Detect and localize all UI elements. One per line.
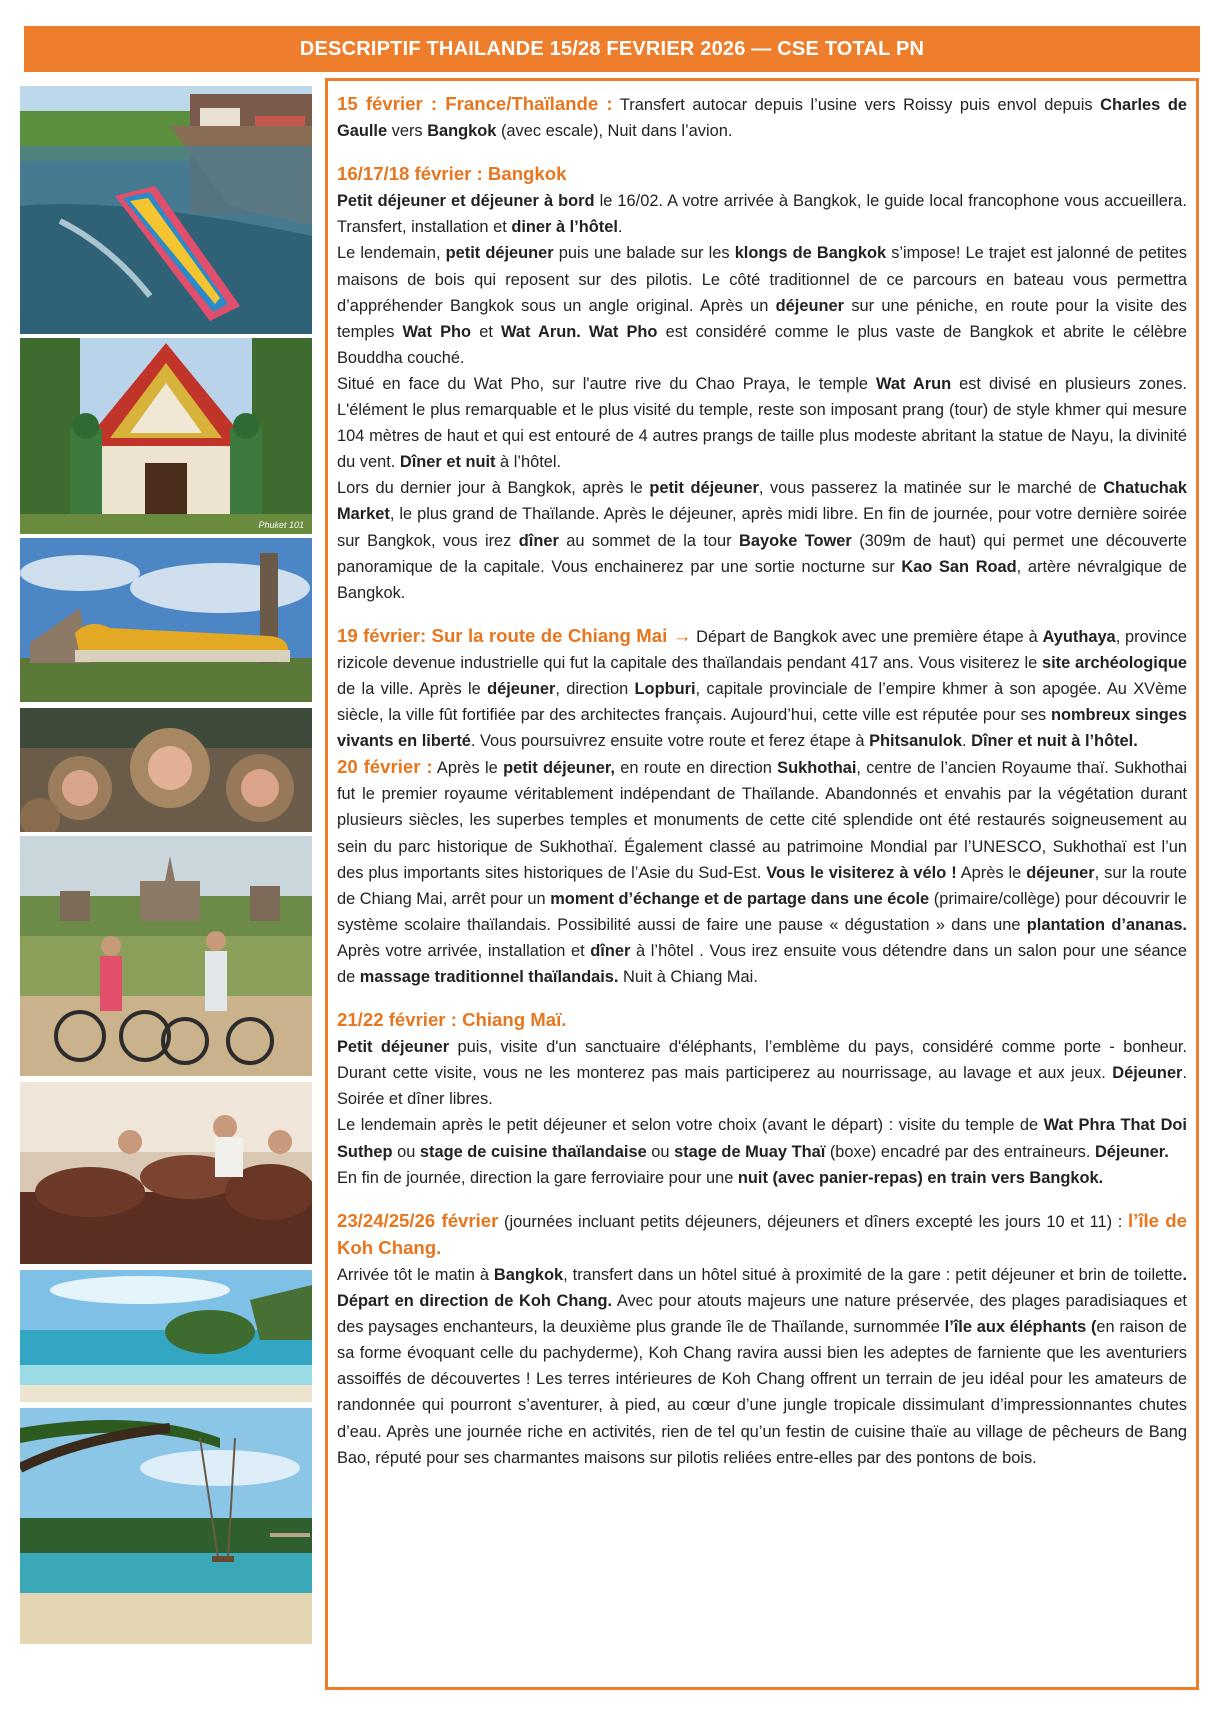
day-21-paragraph-3: En fin de journée, direction la gare ferroviaire pour une nuit (avec panier-repas) en train vers Bangkok.: [337, 1168, 1104, 1187]
day-15-heading: 15 février : France/Thaïlande :: [337, 93, 613, 114]
day-23-paragraph: Arrivée tôt le matin à Bangkok, transfert dans un hôtel situé à proximité de la gare : petit déjeuner et brin de toilette. Départ en direction de Koh Chang. Avec pour atouts majeurs une nature préservée, des plages paradisiaques et des paysages enchanteurs, la deuxième plus grande île de Thaïlande, surnommée l’île aux éléphants (en raison de sa forme évoquant celle du pachyderme), Koh Chang ravira aussi bien les adeptes de farniente que les aventuriers assoiffés de découvertes ! Les terres intérieures de Koh Chang offrent un terrain de jeu idéal pour les amateurs de randonnée qui pourront s’aventurer, à pied, au cœur d’une jungle tropicale dissimulant d’impressionnantes chutes d’eau. Après une journée riche en activités, rien de tel qu’un festin de cuisine thaïe au village de pêcheurs de Bang Bao, réputé pour ses charmantes maisons sur pilotis reliées entre-elles par des pontons de bois.: [337, 1265, 1187, 1467]
page-title: DESCRIPTIF THAILANDE 15/28 FEVRIER 2026 — CSE TOTAL PN: [299, 37, 925, 60]
sukhothai-cyclists-photo: [20, 836, 312, 1076]
day-15-paragraph: 15 février : France/Thaïlande : Transfert autocar depuis l’usine vers Roissy puis envol depuis Charles de Gaulle vers Bangkok (avec escale), Nuit dans l’avion.: [337, 93, 1187, 141]
lopburi-monkeys-photo: [20, 708, 312, 832]
day-16-paragraph-1: Petit déjeuner et déjeuner à bord le 16/02. A votre arrivée à Bangkok, le guide local francophone vous accueillera. Transfert, installation et diner à l’hôtel.: [337, 192, 1187, 237]
day-20-paragraph: 20 février : Après le petit déjeuner, en route en direction Sukhothai, centre de l’ancien Royaume thaï. Sukhothai fut le premier royaume véritablement indépendant de Thaïlande. Abandonnés et envahis par la végétation durant plusieurs siècles, les superbes temples et monuments de cette cité splendide ont été restaurés soigneusement au sein du parc historique de Sukhothaï. Également classé au patrimoine Mondial par l’UNESCO, Sukhothaï est l’un des plus importants sites historiques de l’Asie du Sud-Est. Vous le visiterez à vélo ! Après le déjeuner, sur la route de Chiang Mai, arrêt pour un moment d’échange et de partage dans une école (primaire/collège) pour découvrir le système scolaire thaïlandais. Possibilité aussi de faire une pause « dégustation » dans une plantation d’ananas. Après votre arrivée, installation et dîner à l’hôtel . Vous irez ensuite vous détendre dans un salon pour une séance de massage traditionnel thaïlandais. Nuit à Chiang Mai.: [337, 756, 1188, 986]
day-21-paragraph-1: Petit déjeuner puis, visite d'un sanctuaire d'éléphants, l’emblème du pays, considéré comme porte - bonheur. Durant cette visite, vous ne les monterez pas mais participerez au nourrissage, au lavage et aux jeux. Déjeuner. Soirée et dîner libres.: [337, 1038, 1187, 1109]
photo-credit: Phuket 101: [258, 520, 304, 530]
day-16-heading: 16/17/18 février : Bangkok: [337, 163, 567, 185]
day-23-heading-paragraph: 23/24/25/26 février (journées incluant petits déjeuners, déjeuners et dîners excepté les jours 10 et 11) : l’île de Koh Chang.: [337, 1209, 1188, 1258]
page-title-banner: [24, 26, 1200, 72]
wat-arun-temple-guardians-photo: [20, 338, 312, 534]
day-19-heading: 19 février: Sur la route de Chiang Mai →: [337, 624, 692, 646]
ayutthaya-reclining-buddha-photo: [20, 538, 312, 702]
day-20-heading: 20 février :: [337, 756, 433, 778]
day-16-paragraph-4: Lors du dernier jour à Bangkok, après le petit déjeuner, vous passerez la matinée sur le marché de Chatuchak Market, le plus grand de Thaïlande. Après le déjeuner, après midi libre. En fin de journée, pour votre dernière soirée sur Bangkok, vous irez dîner au sommet de la tour Bayoke Tower (309m de haut) qui permet une découverte panoramique de la capitale. Vous enchainerez par une sortie nocturne sur Kao San Road, artère névralgique de Bangkok.: [337, 479, 1188, 602]
day-21-heading: 21/22 février : Chiang Maï.: [337, 1009, 567, 1031]
koh-chang-palm-swing-beach-photo: [20, 1408, 312, 1644]
bangkok-canal-longtail-boat-photo: [20, 86, 312, 334]
thai-massage-class-photo: [20, 1082, 312, 1264]
day-16-paragraph-3: Situé en face du Wat Pho, sur l'autre rive du Chao Praya, le temple Wat Arun est divisé en plusieurs zones. L'élément le plus remarquable et le plus visité du temple, reste son imposant prang (tour) de style khmer qui mesure 104 mètres de haut et qui est entouré de 4 autres prangs de taille plus modeste abritant la statue de Nayu, la divinité du vent. Dîner et nuit à l’hôtel.: [337, 374, 1187, 472]
itinerary-box: [325, 78, 1199, 1690]
day-23-heading: 23/24/25/26 février: [337, 1209, 499, 1231]
day-23-subheading: l’île de Koh Chang.: [337, 1209, 1188, 1258]
koh-chang-beach-islet-photo: [20, 1270, 312, 1402]
day-21-paragraph-2: Le lendemain après le petit déjeuner et selon votre choix (avant le départ) : visite du temple de Wat Phra That Doi Suthep ou stage de cuisine thaïlandaise ou stage de Muay Thaï (boxe) encadré par des entraineurs. Déjeuner.: [337, 1116, 1187, 1161]
day-19-paragraph: 19 février: Sur la route de Chiang Mai → Départ de Bangkok avec une première étape à Ayuthaya, province rizicole devenue industrielle qui fut la capitale des thaïlandais pendant 417 ans. Vous visiterez le site archéologique de la ville. Après le déjeuner, direction Lopburi, capitale provinciale de l’empire khmer à son apogée. Au XVème siècle, la ville fût fortifiée par des architectes français. Aujourd’hui, cette ville est réputée pour ses nombreux singes vivants en liberté. Vous poursuivrez ensuite votre route et ferez étape à Phitsanulok. Dîner et nuit à l’hôtel.: [337, 624, 1187, 751]
day-16-paragraph-2: Le lendemain, petit déjeuner puis une balade sur les klongs de Bangkok s’impose! Le trajet est jalonné de petites maisons de bois qui reposent sur des pilotis. Le côté traditionnel de ce parcours en bateau vous permettra d’appréhender Bangkok sous un angle original. Après un déjeuner sur une péniche, en route pour la visite des temples Wat Pho et Wat Arun. Wat Pho est considéré comme le plus vaste de Bangkok et abrite le célèbre Bouddha couché.: [337, 244, 1187, 367]
